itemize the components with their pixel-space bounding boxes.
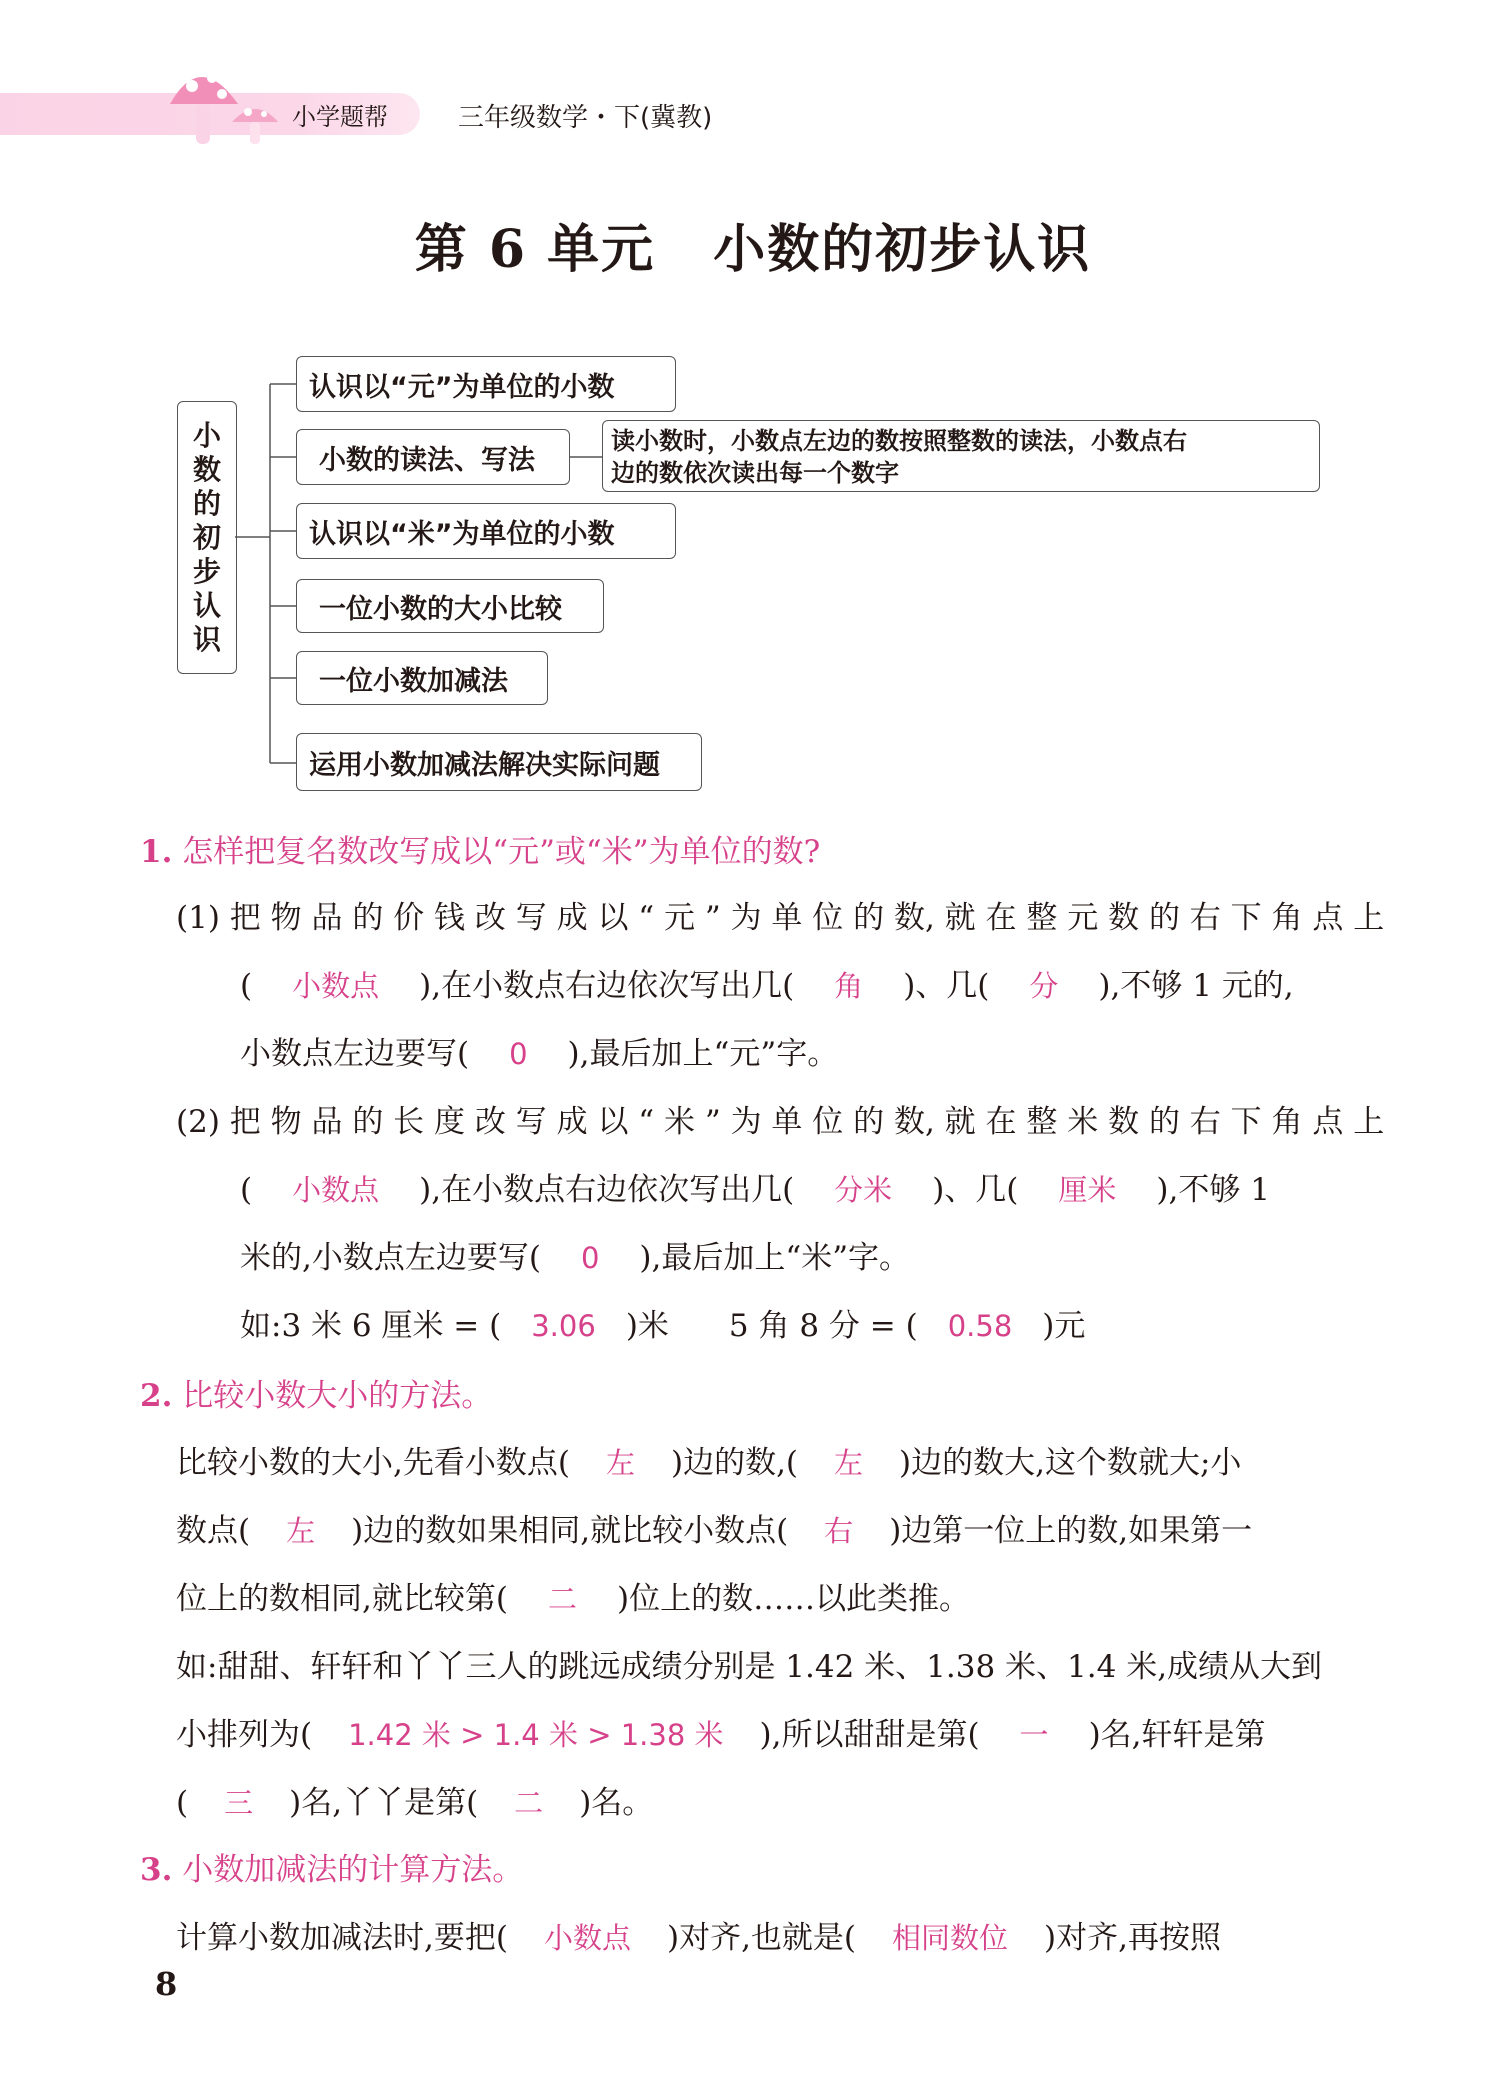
mindmap-branch: 一位小数的大小比较	[296, 579, 604, 633]
unit-number: 第 6 单元	[414, 219, 656, 280]
mindmap-branch: 认识以“米”为单位的小数	[296, 503, 676, 559]
answer: 一	[1019, 1718, 1049, 1752]
q1-p1-line2: ( 小数点 ),在小数点右边依次写出几( 角 )、几( 分 ),不够 1 元的,	[240, 968, 1294, 1004]
answer: 0.58	[947, 1309, 1013, 1343]
mindmap-note: 读小数时，小数点左边的数按照整数的读法，小数点右 边的数依次读出每一个数字	[602, 420, 1320, 492]
answer: 三	[224, 1786, 254, 1820]
answer: 相同数位	[892, 1921, 1009, 1955]
q2-line2: 数点( 左 )边的数如果相同,就比较小数点( 右 )边第一位上的数,如果第一	[176, 1513, 1253, 1549]
q3-line1: 计算小数加减法时,要把( 小数点 )对齐,也就是( 相同数位 )对齐,再按照	[176, 1920, 1221, 1956]
book-title: 三年级数学・下(冀教)	[458, 103, 713, 133]
q2-line5: 小排列为( 1.42 米 > 1.4 米 > 1.38 米 ),所以甜甜是第( 一 )名,轩轩是第	[176, 1717, 1266, 1753]
answer: 右	[824, 1514, 854, 1548]
mindmap-root: 小 数 的 初 步 认 识	[177, 401, 237, 674]
answer: 小数点	[292, 969, 380, 1003]
question-2-title: 2. 比较小数大小的方法。	[140, 1378, 493, 1414]
q2-line1: 比较小数的大小,先看小数点( 左 )边的数,( 左 )边的数大,这个数就大;小	[176, 1445, 1242, 1481]
mindmap-branch: 一位小数加减法	[296, 651, 548, 705]
answer: 角	[834, 969, 864, 1003]
answer: 小数点	[292, 1173, 380, 1207]
answer: 3.06	[531, 1309, 596, 1343]
answer: 分	[1029, 969, 1059, 1003]
q1-example: 如:3 米 6 厘米 = ( 3.06 )米 5 角 8 分 = ( 0.58 )元	[240, 1308, 1086, 1344]
answer: 左	[286, 1514, 316, 1548]
unit-title	[0, 207, 1506, 282]
question-1-title: 1. 怎样把复名数改写成以“元”或“米”为单位的数?	[140, 834, 821, 870]
q1-p1-line1: (1) 把 物 品 的 价 钱 改 写 成 以 “ 元 ” 为 单 位 的 数, 就 在 整 元 数 的 右 下 角 点 上	[176, 900, 1385, 936]
mindmap-branch: 小数的读法、写法	[296, 429, 570, 485]
answer: 左	[605, 1446, 635, 1480]
unit-topic: 小数的初步认识	[713, 219, 1092, 280]
answer: 0	[509, 1037, 528, 1071]
mindmap-branch: 运用小数加减法解决实际问题	[296, 733, 702, 791]
answer: 小数点	[543, 1921, 631, 1955]
q1-p1-line3: 小数点左边要写( 0 ),最后加上“元”字。	[240, 1036, 839, 1072]
question-3-title: 3. 小数加减法的计算方法。	[140, 1852, 524, 1888]
answer: 厘米	[1058, 1173, 1117, 1207]
q1-p2-line2: ( 小数点 ),在小数点右边依次写出几( 分米 )、几( 厘米 ),不够 1	[240, 1172, 1270, 1208]
answer: 二	[547, 1582, 577, 1616]
answer: 二	[514, 1786, 544, 1820]
q1-p2-line1: (2) 把 物 品 的 长 度 改 写 成 以 “ 米 ” 为 单 位 的 数, 就 在 整 米 数 的 右 下 角 点 上	[176, 1104, 1385, 1140]
q2-line3: 位上的数相同,就比较第( 二 )位上的数……以此类推。	[176, 1581, 971, 1617]
page-number: 8	[155, 1965, 178, 2003]
answer: 0	[580, 1241, 600, 1275]
answer: 分米	[834, 1173, 893, 1207]
mushroom-icon	[160, 56, 300, 152]
q1-p2-line3: 米的,小数点左边要写( 0 ),最后加上“米”字。	[240, 1240, 911, 1276]
mindmap-branch: 认识以“元”为单位的小数	[296, 356, 676, 412]
answer: 左	[834, 1446, 864, 1480]
q2-line4: 如:甜甜、轩轩和丫丫三人的跳远成绩分别是 1.42 米、1.38 米、1.4 米,成绩从大到	[176, 1649, 1323, 1685]
brand-label: 小学题帮	[292, 103, 388, 131]
q2-line6: ( 三 )名,丫丫是第( 二 )名。	[176, 1785, 654, 1821]
answer: 1.42 米 > 1.4 米 > 1.38 米	[348, 1718, 724, 1752]
